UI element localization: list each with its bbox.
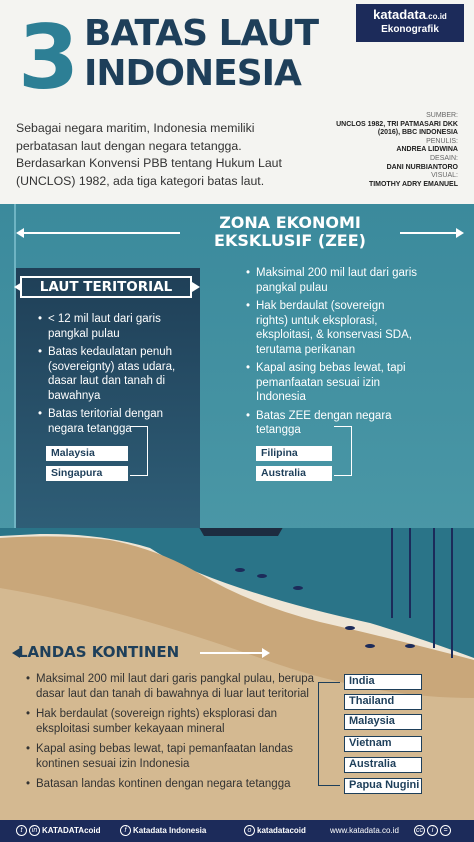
baseline-marker (14, 204, 16, 534)
zee-title: ZONA EKONOMI EKSKLUSIF (ZEE) (214, 213, 366, 250)
ship-icon (196, 528, 286, 536)
country-badge: Malaysia (46, 446, 128, 461)
arrow-right-icon (192, 282, 200, 292)
credits (318, 112, 458, 189)
twitter-link[interactable]: t in KATADATAcoid (16, 820, 101, 842)
brand-subtitle: Ekonografik (381, 24, 439, 35)
country-badge: Australia (344, 757, 422, 773)
arrow-right-icon (262, 648, 270, 658)
credit-key: VISUAL: (431, 172, 458, 180)
zee-arrow-left (22, 232, 180, 234)
credit-value: TIMOTHY ADRY EMANUEL (368, 180, 458, 188)
zee-list (246, 266, 418, 442)
list-item: • Hak berdaulat (sovereign rights) untuk eksplorasi, eksploitasi, & konservasi SDA, terutama perikanan (246, 299, 418, 357)
list-item: • Hak berdaulat (sovereign rights) eksplorasi dan eksploitasi sumber kekayaan mineral (26, 707, 326, 736)
country-badge: India (344, 674, 422, 690)
country-badge: Thailand (344, 694, 422, 710)
arrow-right-icon (456, 228, 464, 238)
list-item: • Batasan landas kontinen dengan negara tetangga (26, 777, 326, 792)
intro-text: Sebagai negara maritim, Indonesia memiliki perbatasan laut dengan negara tetangga. Berdasarkan Konvensi PBB tentang Hukum Laut (UNCLOS) 1982, ada tiga kategori batas laut. (16, 121, 282, 188)
country-badge: Malaysia (344, 714, 422, 730)
title-number: 3 (18, 6, 76, 109)
header (0, 0, 474, 112)
footer (0, 820, 474, 842)
landas-arrow (200, 652, 262, 654)
facebook-link[interactable]: f Katadata Indonesia (120, 820, 206, 842)
website-link[interactable]: www.katadata.co.id (330, 826, 399, 835)
country-badge: Vietnam (344, 736, 422, 752)
facebook-icon: f (120, 825, 131, 836)
list-item: • Maksimal 200 mil laut dari garis pangkal pulau (246, 266, 418, 295)
linkedin-icon: in (29, 825, 40, 836)
country-badge: Singapura (46, 466, 128, 481)
zee-arrow-right (400, 232, 458, 234)
teritorial-title: LAUT TERITORIAL (20, 276, 192, 298)
list-item: • Batas kedaulatan penuh (sovereignty) atas udara, dasar laut dan tanah di bawahnya (38, 345, 188, 403)
landas-list (26, 672, 326, 798)
brand-badge[interactable] (356, 4, 464, 42)
arrow-left-icon (12, 648, 20, 658)
landas-title: LANDAS KONTINEN (18, 643, 180, 661)
credit-key: PENULIS: (426, 137, 458, 145)
credit-key: SUMBER: (426, 112, 458, 119)
brand-logo: katadata.co.id (373, 7, 447, 22)
title-line-2: INDONESIA (84, 53, 301, 94)
list-item: • Kapal asing bebas lewat, tapi pemanfaatan landas kontinen sesuai izin Indonesia (26, 742, 326, 771)
license-icon: cc i = (414, 820, 453, 842)
bracket (130, 426, 148, 476)
teritorial-list (38, 312, 188, 440)
arrow-left-icon (14, 282, 22, 292)
country-badge: Papua Nugini (344, 778, 422, 794)
list-item: • Maksimal 200 mil laut dari garis pangkal pulau, berupa dasar laut dan tanah di bawahnya di luar laut teritorial (26, 672, 326, 701)
arrow-left-icon (16, 228, 24, 238)
list-item: • Batas ZEE dengan negara tetangga (246, 409, 418, 438)
credit-value: DANI NURBIANTORO (386, 163, 458, 171)
credit-value: UNCLOS 1982, TRI PATMASARI DKK (2016), BBC INDONESIA (336, 120, 458, 137)
credit-value: ANDREA LIDWINA (396, 146, 458, 154)
country-badge: Australia (256, 466, 332, 481)
twitter-icon: t (16, 825, 27, 836)
credit-key: DESAIN: (429, 154, 458, 162)
instagram-icon: o (244, 825, 255, 836)
list-item: • < 12 mil laut dari garis pangkal pulau (38, 312, 188, 341)
country-badge: Filipina (256, 446, 332, 461)
list-item: • Kapal asing bebas lewat, tapi pemanfaatan sesuai izin Indonesia (246, 361, 418, 405)
bracket (334, 426, 352, 476)
title-line-1: BATAS LAUT (84, 13, 319, 54)
instagram-link[interactable]: o katadatacoid (244, 820, 306, 842)
list-item: • Batas teritorial dengan negara tetangga (38, 407, 188, 436)
bracket (318, 682, 340, 786)
